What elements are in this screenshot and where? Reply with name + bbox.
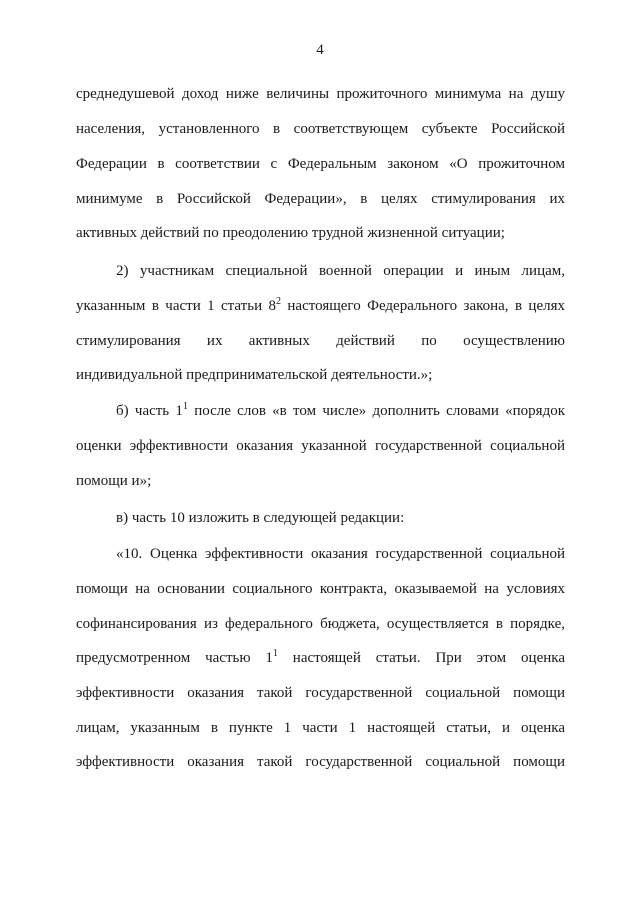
text-line: стимулирования их активных действий по осуществлению: [76, 333, 565, 349]
text-fragment: настоящей статьи. При этом оценка: [277, 650, 565, 666]
text-line-with-superscript: [76, 297, 565, 315]
text-line: в) часть 10 изложить в следующей редакции:: [116, 510, 405, 526]
text-line: активных действий по преодолению трудной жизненной ситуации;: [76, 225, 505, 241]
page-number: 4: [316, 42, 324, 58]
text-line-with-superscript: [76, 649, 565, 667]
superscript: 1: [272, 648, 278, 659]
superscript: 1: [182, 401, 188, 412]
text-line: индивидуальной предпринимательской деятельности.»;: [76, 367, 433, 383]
text-fragment: после слов «в том числе» дополнить словами «порядок: [187, 403, 565, 419]
text-line: лицам, указанным в пункте 1 части 1 настоящей статьи, и оценка: [76, 720, 565, 736]
text-line: среднедушевой доход ниже величины прожиточного минимума на душу: [76, 86, 565, 102]
text-line: 2) участникам специальной военной операции и иным лицам,: [116, 263, 565, 279]
text-line: софинансирования из федерального бюджета, осуществляется в порядке,: [76, 616, 565, 632]
text-line: помощи и»;: [76, 473, 152, 489]
text-line: населения, установленного в соответствующем субъекте Российской: [76, 121, 565, 137]
text-fragment: настоящего Федерального закона, в целях: [281, 298, 565, 314]
text-line: помощи на основании социального контракта, оказываемой на условиях: [76, 581, 565, 597]
text-line: минимуме в Российской Федерации», в целях стимулирования их: [76, 191, 565, 207]
text-fragment: предусмотренном частью 1: [76, 650, 273, 666]
text-line: оценки эффективности оказания указанной государственной социальной: [76, 438, 565, 454]
text-fragment: б) часть 1: [116, 403, 183, 419]
superscript: 2: [276, 296, 282, 307]
text-line-with-superscript: [116, 402, 565, 420]
text-fragment: указанным в части 1 статьи 8: [76, 298, 277, 314]
text-line: Федерации в соответствии с Федеральным законом «О прожиточном: [76, 156, 565, 172]
text-line: «10. Оценка эффективности оказания государственной социальной: [116, 546, 565, 562]
text-line: эффективности оказания такой государственной социальной помощи: [76, 685, 565, 701]
text-line: эффективности оказания такой государственной социальной помощи: [76, 754, 565, 770]
